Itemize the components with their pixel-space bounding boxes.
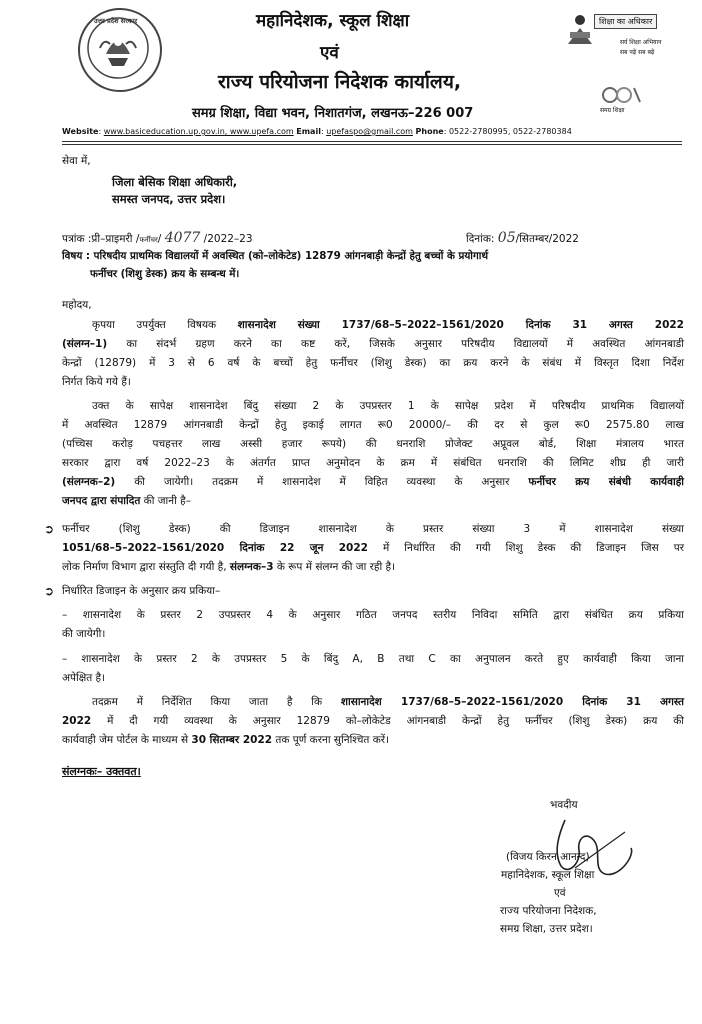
- para1-line2: [62, 335, 684, 354]
- rte-logo-title: शिक्षा का अधिकार: [594, 14, 657, 29]
- para1-line1: [92, 316, 684, 335]
- email-label: Email: [296, 127, 321, 136]
- address-line-1: जिला बेसिक शिक्षा अधिकारी,: [112, 175, 238, 189]
- phone-numbers: 0522-2780995, 0522-2780384: [448, 127, 572, 136]
- header-line-1: महानिदेशक, स्कूल शिक्षा: [256, 11, 410, 31]
- enclosure-line: संलग्नकः– उक्तवत।: [62, 765, 141, 778]
- dash-item2-line2: अपेक्षित है।: [62, 672, 106, 684]
- para3-line1: [92, 693, 684, 712]
- go-reference-2: 1051/68–5–2022–1561/2020 दिनांक 22 जून 2022: [62, 542, 368, 554]
- para3-text-2: में दी गयी व्यवस्था के अनुसार 12879 को–लोकेटेड आंगनबाडी केन्द्रों हेतु फर्नीचर (शिशु डेस्क) क्रय की: [91, 715, 684, 727]
- samagra-shiksha-logo: [598, 84, 648, 118]
- para2-line6: [62, 492, 191, 511]
- bullet-arrow-icon: ➲: [44, 584, 55, 598]
- deadline-date: 30 सितम्बर 2022: [191, 734, 273, 746]
- header-rule-2: [62, 144, 682, 145]
- dash-item1-line1: – शासनादेश के प्रस्तर 2 उपप्रस्तर 4 के अनुसार गठित जनपद स्तरीय निविदा समिति द्वारा संबंधित क्रय प्रकिया: [62, 609, 684, 621]
- samagra-logo-text: समग्र शिक्षा: [600, 107, 625, 114]
- header-rule-1: [62, 141, 682, 142]
- closing: भवदीय: [550, 799, 578, 811]
- para2-line1: उक्त के सापेक्ष शासनादेश बिंदु संख्या 2 के उपप्रस्तर 1 के सापेक्ष प्रदेश में परिषदीय प्राथमिक विद्यालयों: [92, 400, 684, 412]
- district-action-text: जनपद द्वारा संपादित: [62, 495, 141, 507]
- para2-text: की जायेगी। तदक्रम में शासनादेश में विहित व्यवस्था के अनुसार: [115, 476, 529, 488]
- para1-text: कृपया उपर्युक्त विषयक: [92, 319, 238, 331]
- dash-item2-line1: – शासनादेश के प्रस्तर 2 के उपप्रस्तर 5 के बिंदु A, B तथा C का अनुपालन करते हुए कार्यवाही किया जाना: [62, 653, 684, 665]
- subject-line-2: फर्नीचर (शिशु डेस्क) क्रय के सम्बन्ध में।: [90, 268, 240, 280]
- para2-text-end: की जानी है–: [140, 495, 191, 507]
- para1-line4: निर्गत किये गये हैं।: [62, 376, 131, 388]
- date-label: दिनांक:: [466, 233, 495, 245]
- bullet1-line1: फर्नीचर (शिशु डेस्क) की डिजाइन शासनादेश के प्रस्तर संख्या 3 में शासनादेश संख्या: [62, 523, 684, 535]
- header-line-3: राज्य परियोजना निदेशक कार्यालय,: [218, 71, 462, 93]
- header-line-2: एवं: [320, 43, 339, 63]
- address-to: सेवा में,: [62, 155, 91, 167]
- para3-line2: [62, 712, 684, 731]
- ref-prefix: पत्रांक :प्री–प्राइमरी /: [62, 233, 140, 245]
- bullet1-text-2: लोक निर्माण विभाग द्वारा संस्तुति दी गयी है,: [62, 561, 230, 573]
- signatory-name: (विजय किरन आनन्द): [506, 851, 590, 863]
- rte-logo-sub2: सब पढ़ें सब बढ़ें: [620, 49, 655, 56]
- rte-logo-sub1: सर्व शिक्षा अभियान: [620, 39, 662, 46]
- date-day: 05: [497, 230, 516, 246]
- bullet2-line: निर्धारित डिजाइन के अनुसार क्रय प्रकिया–: [62, 585, 221, 597]
- website-links[interactable]: www.basiceducation.up.gov.in, www.upefa.com: [103, 127, 294, 136]
- para2-line3: (पच्चिस करोड़ पचहत्तर लाख अस्सी हजार रूपये) की धनराशि प्रोजेक्ट अप्रूवल बोर्ड, शिक्षा मंत्रालय भारत: [62, 438, 684, 450]
- dash-item1-line2: की जायेगी।: [62, 628, 106, 640]
- signatory-title-4: समग्र शिक्षा, उत्तर प्रदेश।: [500, 923, 593, 935]
- para1-line3: केन्द्रों (12879) में 3 से 6 वर्ष के बच्चों हेतु फर्नीचर (शिशु डेस्क) का क्रय करने के संबंध में विस्तृत दिशा निर्देश: [62, 357, 684, 369]
- enclosure-ref-2: (संलग्नक–2): [62, 476, 116, 488]
- go-reference-3: शासानादेश 1737/68–5–2022–1561/2020 दिनांक 31 अगस्त: [340, 696, 684, 708]
- para2-line5: [62, 473, 684, 492]
- ref-dept: फर्नीचर: [139, 236, 158, 244]
- up-government-emblem: [78, 8, 162, 92]
- go-reference-3-year: 2022: [62, 715, 92, 727]
- subject-line-1: विषय : परिषदीय प्राथमिक विद्यालयों में अवस्थित (को–लोकेटेड) 12879 आंगनबाड़ी केन्द्रों हेतु बच्चों के प्रयोगार्थ: [62, 250, 489, 262]
- rte-logo: [558, 8, 678, 66]
- signatory-title-3: राज्य परियोजना निदेशक,: [500, 905, 597, 917]
- website-label: Website: [62, 127, 99, 136]
- para3-text-4: तक पूर्ण करना सुनिश्चित करें।: [272, 734, 390, 746]
- reference-line: पत्रांक :प्री–प्राइमरी /फर्नीचर/ 4077 /2022–23: [62, 230, 253, 246]
- bullet-arrow-icon: ➲: [44, 522, 55, 536]
- para3-line3: [62, 731, 389, 750]
- address-line-2: समस्त जनपद, उत्तर प्रदेश।: [112, 192, 226, 206]
- signatory-title-1: महानिदेशक, स्कूल शिक्षा: [501, 869, 595, 881]
- salutation: महोदय,: [62, 299, 92, 311]
- para2-line4: सरकार द्वारा वर्ष 2022–23 के अंतर्गत प्राप्त अनुमोदन के क्रम में संबंधित धनराशि की लिमिट शीघ्र ही जारी: [62, 457, 684, 469]
- para3-text: तदक्रम में निर्देशित किया जाता है कि: [92, 696, 341, 708]
- header-line-4: समग्र शिक्षा, विद्या भवन, निशातगंज, लखनऊ–226 007: [192, 106, 474, 121]
- date-rest: /सितम्बर/2022: [515, 233, 579, 245]
- go-reference-1: शासनादेश संख्या 1737/68–5–2022–1561/2020 दिनांक 31 अगस्त 2022: [237, 319, 684, 331]
- para1-text-2: का संदर्भ ग्रहण करने का कष्ट करें, जिसके अनुसार परिषदीय विद्यालयों में अवस्थित आंगनबाडी: [107, 338, 684, 350]
- date-line: [466, 229, 579, 249]
- signatory-title-2: एवं: [554, 887, 566, 899]
- emblem-text: उत्तर प्रदेश सरकार: [94, 17, 138, 25]
- para2-line2: में अवस्थित 12879 आंगनबाडी केन्द्रों हेतु इकाई लागत रू0 20000/– की दर से कुल रू0 2575.80 लाख: [62, 419, 684, 431]
- bullet1-text-3: के रूप में संलग्न की जा रही है।: [273, 561, 396, 573]
- phone-label: Phone: [415, 127, 444, 136]
- enclosure-ref-3: संलग्नक–3: [229, 561, 274, 573]
- email-link[interactable]: upefaspo@gmail.com: [326, 127, 413, 136]
- bullet1-line3: [62, 558, 395, 577]
- furniture-action-text: फर्नीचर क्रय संबंधी कार्यवाही: [528, 476, 684, 488]
- contact-line: Website: www.basiceducation.up.gov.in, www.upefa.com Email: upefaspo@gmail.com Phone: 0522-2780995, 0522-2780384: [62, 127, 572, 136]
- bullet1-line2: [62, 539, 684, 558]
- bullet1-text: में निर्धारित की गयी शिशु डेस्क की डिजाइन जिस पर: [367, 542, 684, 554]
- enclosure-ref-1: (संलग्न–1): [62, 338, 108, 350]
- ref-number: 4077: [164, 230, 201, 246]
- ref-year: /2022–23: [203, 233, 253, 245]
- para3-text-3: कार्यवाही जेम पोर्टल के माध्यम से: [62, 734, 192, 746]
- samagra-logo-icon: [598, 84, 642, 106]
